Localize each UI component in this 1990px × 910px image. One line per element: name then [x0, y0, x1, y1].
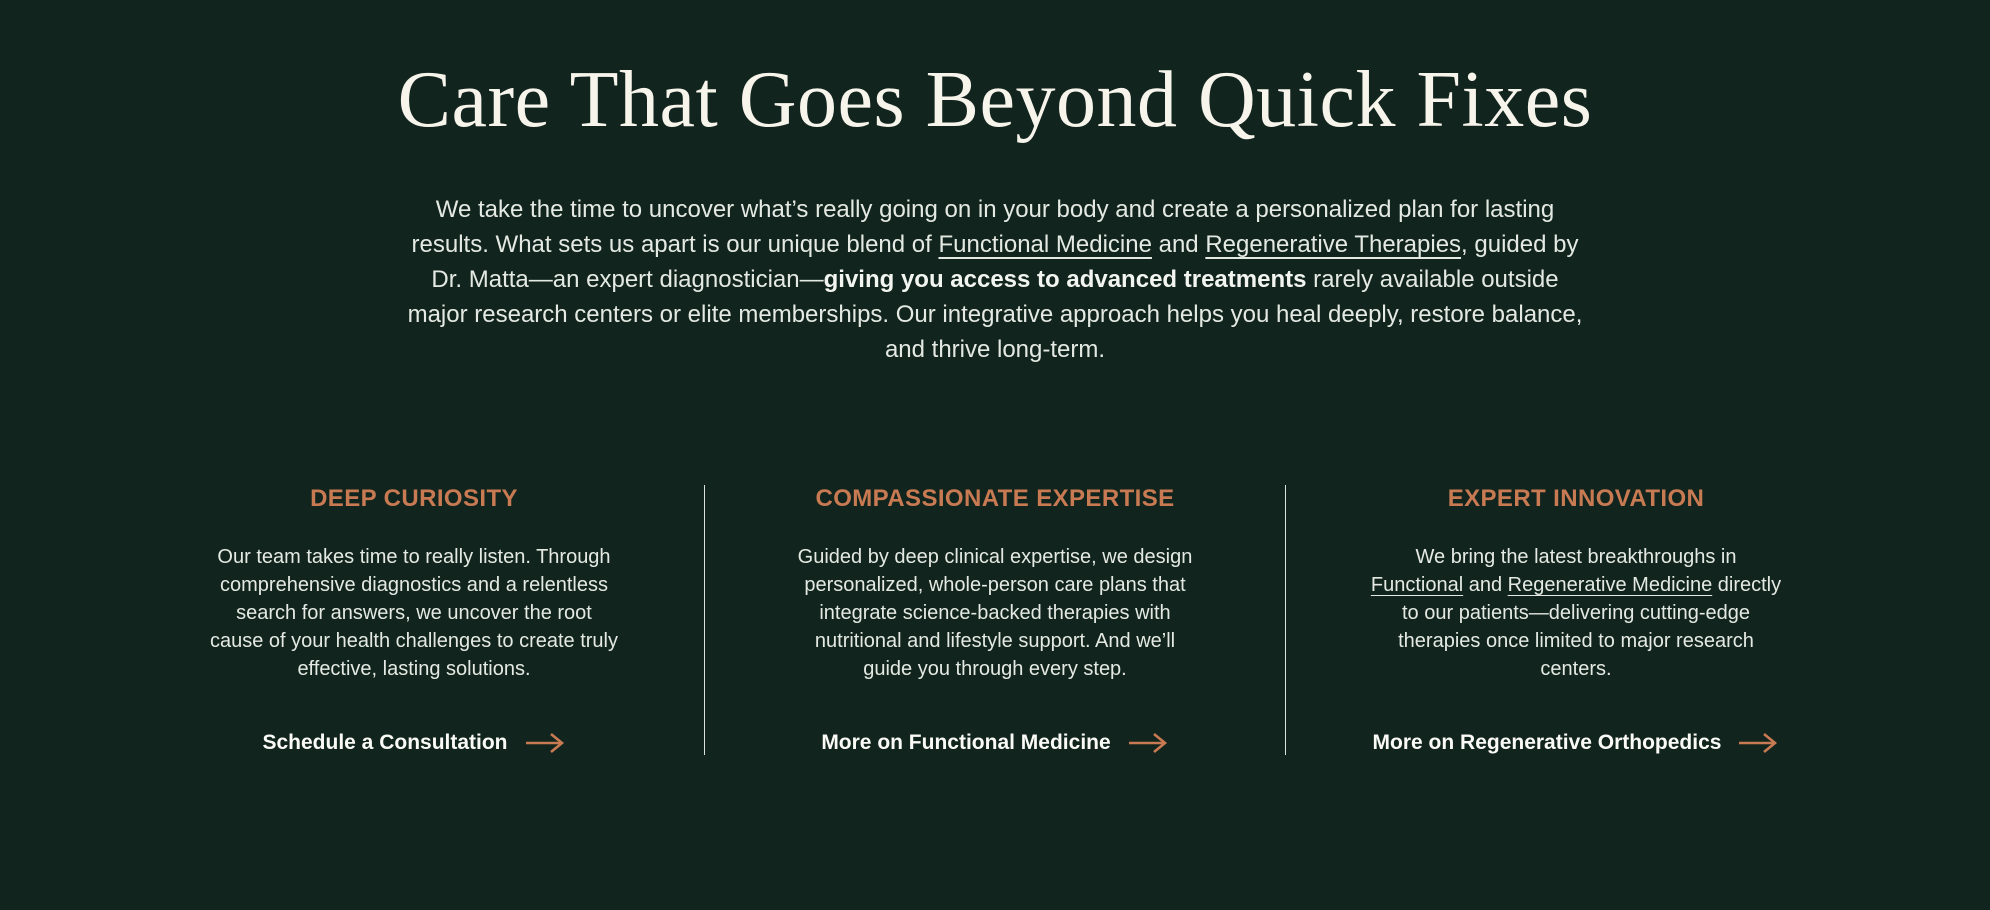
- intro-text-1: We take the time to uncover what’s really going on in your body and create a personalized plan for lasting results. What sets us apart is our unique blend of: [411, 196, 1555, 258]
- more-regenerative-orthopedics-link[interactable]: [1373, 731, 1780, 755]
- cta-label: Schedule a Consultation: [262, 731, 508, 754]
- section-heading: Care That Goes Beyond Quick Fixes: [397, 56, 1593, 144]
- column-body-text-3: directly to our patients—delivering cutting-edge therapies once limited to major research centers.: [1398, 574, 1782, 680]
- functional-link[interactable]: Functional: [1370, 574, 1464, 596]
- column-body: Our team takes time to really listen. Through comprehensive diagnostics and a relentless search for answers, we uncover the root cause of your health challenges to create truly effective, lasting solutions.: [209, 546, 619, 680]
- arrow-right-icon: [1127, 732, 1169, 754]
- feature-columns: [0, 485, 1990, 755]
- column-body: Guided by deep clinical expertise, we design personalized, whole-person care plans that integrate science-backed therapies with nutritional and lifestyle support. And we’ll guide you through every step.: [797, 546, 1193, 680]
- column-body-text-2: and: [1463, 574, 1508, 596]
- column-body-text-1: We bring the latest breakthroughs in: [1415, 546, 1737, 568]
- cta-label: More on Regenerative Orthopedics: [1372, 731, 1722, 754]
- column-title: DEEP CURIOSITY: [310, 485, 518, 512]
- intro-text-2: and: [1151, 231, 1206, 258]
- schedule-consultation-link[interactable]: [262, 731, 565, 755]
- regenerative-medicine-link[interactable]: Regenerative Medicine: [1507, 574, 1713, 596]
- intro-paragraph: [405, 192, 1585, 367]
- column-title: COMPASSIONATE EXPERTISE: [815, 485, 1175, 512]
- column-body: [1370, 543, 1782, 683]
- intro-bold-text: giving you access to advanced treatments: [823, 266, 1307, 293]
- arrow-right-icon: [524, 732, 566, 754]
- intro-text-3: , guided by Dr. Matta—an expert diagnostician—: [431, 231, 1579, 293]
- column-deep-curiosity: [124, 485, 704, 755]
- column-title: EXPERT INNOVATION: [1447, 485, 1705, 512]
- regenerative-therapies-link[interactable]: Regenerative Therapies: [1205, 231, 1462, 258]
- intro-text-4: rarely available outside major research centers or elite memberships. Our integrative approach helps you heal deeply, restore balance, and thrive long-term.: [407, 266, 1583, 363]
- cta-label: More on Functional Medicine: [821, 731, 1111, 754]
- column-expert-innovation: [1286, 485, 1866, 755]
- functional-medicine-link[interactable]: Functional Medicine: [938, 231, 1152, 258]
- column-compassionate-expertise: [705, 485, 1285, 755]
- arrow-right-icon: [1737, 732, 1779, 754]
- more-functional-medicine-link[interactable]: [821, 731, 1168, 755]
